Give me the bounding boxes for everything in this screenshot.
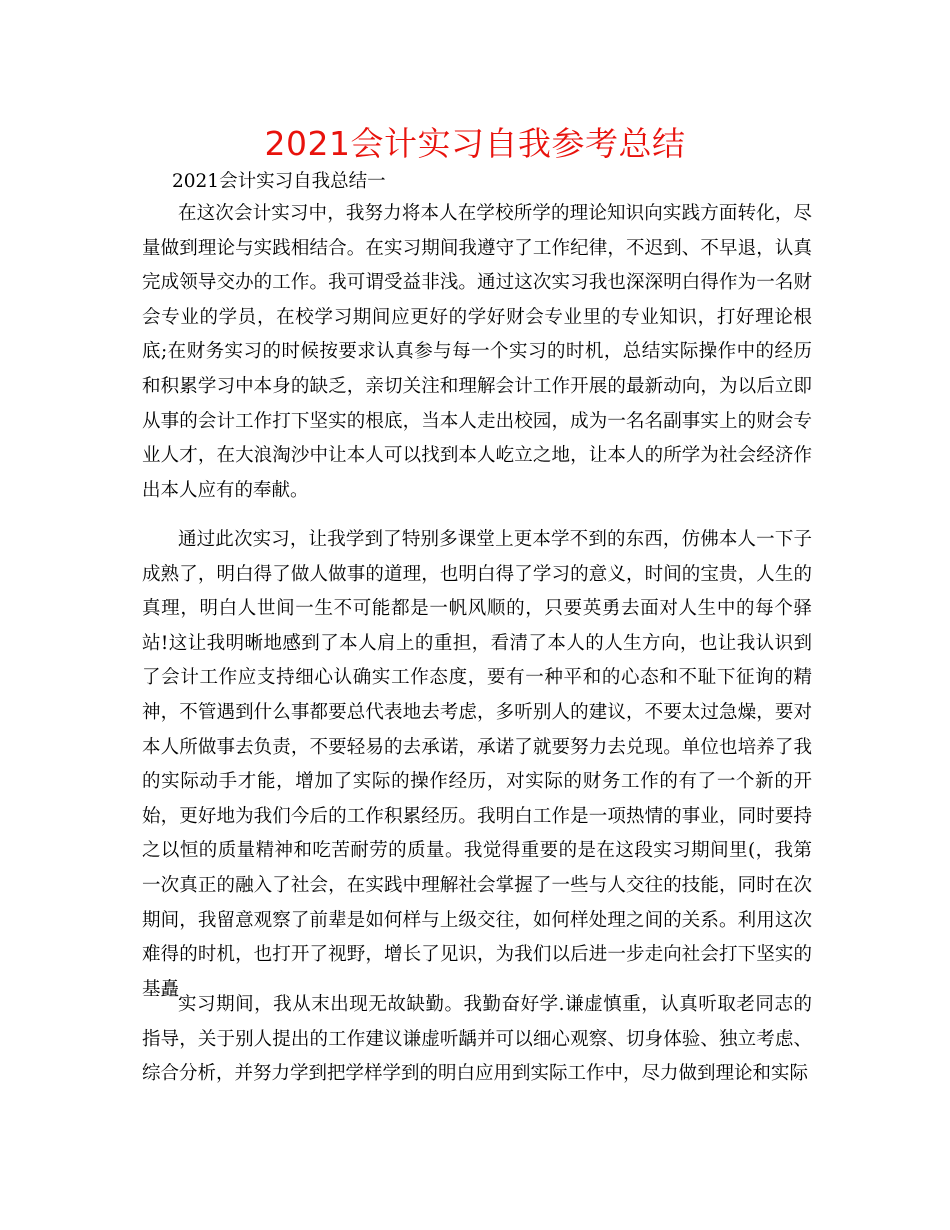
body-paragraph-2: 通过此次实习，让我学到了特别多课堂上更本学不到的东西，仿佛本人一下子成熟了，明白得了做人做事的道理，也明白得了学习的意义，时间的宝贵，人生的真理，明白人世间一生不可能都是一帆风顺的，只要英勇去面对人生中的每个驿站!这让我明晰地感到了本人肩上的重担，看清了本人的人生方向，也让我认识到了会计工作应支持细心认确实工作态度，要有一种平和的心态和不耻下征询的精神，不管遇到什么事都要总代表地去考虑，多听别人的建议，不要太过急燥，要对本人所做事去负责，不要轻易的去承诺，承诺了就要努力去兑现。单位也培养了我的实际动手才能，增加了实际的操作经历，对实际的财务工作的有了一个新的开始，更好地为我们今后的工作积累经历。我明白工作是一项热情的事业，同时要持之以恒的质量精神和吃苦耐劳的质量。我觉得重要的是在这段实习期间里(，我第一次真正的融入了社会，在实践中理解社会掌握了一些与人交往的技能，同时在次期间，我留意观察了前辈是如何样与上级交往，如何样处理之间的关系。利用这次难得的时机，也打开了视野，增长了见识，为我们以后进一步走向社会打下坚实的基矗 <box>142 529 812 1000</box>
section-heading: 2021会计实习自我总结一 <box>172 171 386 192</box>
document-title: 2021会计实习自我参考总结 <box>264 124 686 163</box>
body-paragraph-1: 在这次会计实习中，我努力将本人在学校所学的理论知识向实践方面转化，尽量做到理论与实践相结合。在实习期间我遵守了工作纪律，不迟到、不早退，认真完成领导交办的工作。我可谓受益非浅。通过这次实习我也深深明白得作为一名财会专业的学员，在校学习期间应更好的学好财会专业里的专业知识，打好理论根底;在财务实习的时候按要求认真参与每一个实习的时机，总结实际操作中的经历和积累学习中本身的缺乏，亲切关注和理解会计工作开展的最新动向，为以后立即从事的会计工作打下坚实的根底，当本人走出校园，成为一名名副事实上的财会专业人才，在大浪淘沙中让本人可以找到本人屹立之地，让本人的所学为社会经济作出本人应有的奉献。 <box>142 203 812 501</box>
body-paragraph-3: 实习期间，我从末出现无故缺勤。我勤奋好学.谦虚慎重，认真听取老同志的指导，关于别人提出的工作建议谦虚听龋并可以细心观察、切身体验、独立考虑、综合分析，并努力学到把学样学到的明白应用到实际工作中，尽力做到理论和实际 <box>142 994 812 1085</box>
